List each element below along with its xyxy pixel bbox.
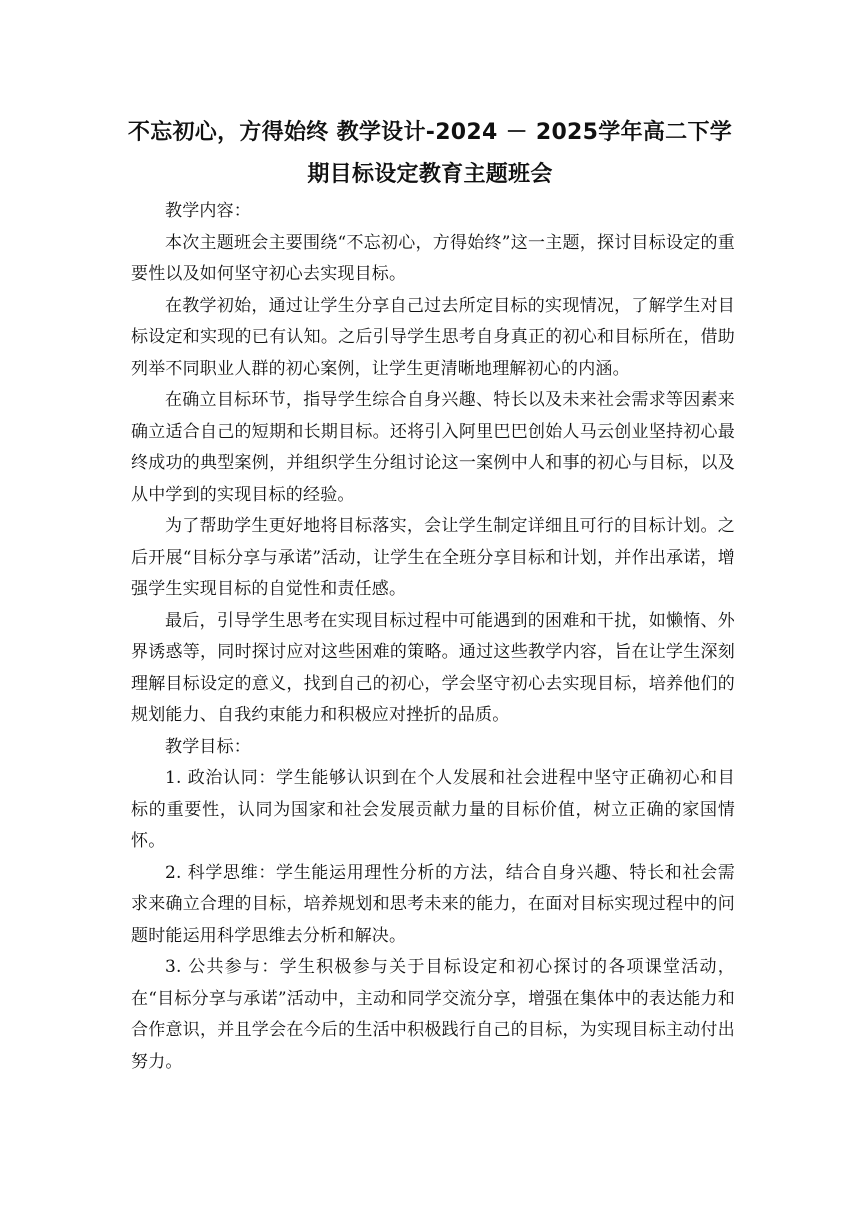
objective-item-scientific: 2. 科学思维：学生能运用理性分析的方法，结合自身兴趣、特长和社会需求来确立合理的目标，培养规划和思考未来的能力，在面对目标实现过程中的问题时能运用科学思维去分析和解决。 bbox=[131, 862, 735, 946]
paragraph-goal-setting: 在确立目标环节，指导学生综合自身兴趣、特长以及未来社会需求等因素来确立适合自己的短期和长期目标。还将引入阿里巴巴创始人马云创业坚持初心最终成功的典型案例，并组织学生分组讨论这一案例中人和事的初心与目标，以及从中学到的实现目标的经验。 bbox=[131, 390, 735, 505]
section-heading-objectives: 教学目标： bbox=[165, 736, 251, 757]
paragraph-conclusion: 最后，引导学生思考在实现目标过程中可能遇到的困难和干扰，如懒惰、外界诱惑等，同时探讨应对这些困难的策略。通过这些教学内容，旨在让学生深刻理解目标设定的意义，找到自己的初心，学会坚守初心去实现目标，培养他们的规划能力、自我约束能力和积极应对挫折的品质。 bbox=[131, 610, 735, 725]
document-title: 不忘初心，方得始终 教学设计-2024 － 2025学年高二下学期目标设定教育主题班会 bbox=[127, 120, 733, 187]
paragraph-goal-plan: 为了帮助学生更好地将目标落实，会让学生制定详细且可行的目标计划。之后开展“目标分享与承诺”活动，让学生在全班分享目标和计划，并作出承诺，增强学生实现目标的自觉性和责任感。 bbox=[131, 516, 735, 599]
paragraph-opening: 在教学初始，通过让学生分享自己过去所定目标的实现情况，了解学生对目标设定和实现的已有认知。之后引导学生思考自身真正的初心和目标所在，借助列举不同职业人群的初心案例，让学生更清晰地理解初心的内涵。 bbox=[131, 295, 735, 379]
paragraph-intro: 本次主题班会主要围绕“不忘初心，方得始终”这一主题，探讨目标设定的重要性以及如何坚守初心去实现目标。 bbox=[131, 232, 735, 284]
document-body bbox=[131, 196, 735, 1078]
objective-item-participation: 3. 公共参与：学生积极参与关于目标设定和初心探讨的各项课堂活动，在“目标分享与承诺”活动中，主动和同学交流分享，增强在集体中的表达能力和合作意识，并且学会在今后的生活中积极践行自己的目标，为实现目标主动付出努力。 bbox=[131, 957, 735, 1072]
section-heading-content: 教学内容： bbox=[165, 201, 251, 221]
objective-item-political: 1. 政治认同：学生能够认识到在个人发展和社会进程中坚守正确初心和目标的重要性，认同为国家和社会发展贡献力量的目标价值，树立正确的家国情怀。 bbox=[131, 768, 735, 851]
